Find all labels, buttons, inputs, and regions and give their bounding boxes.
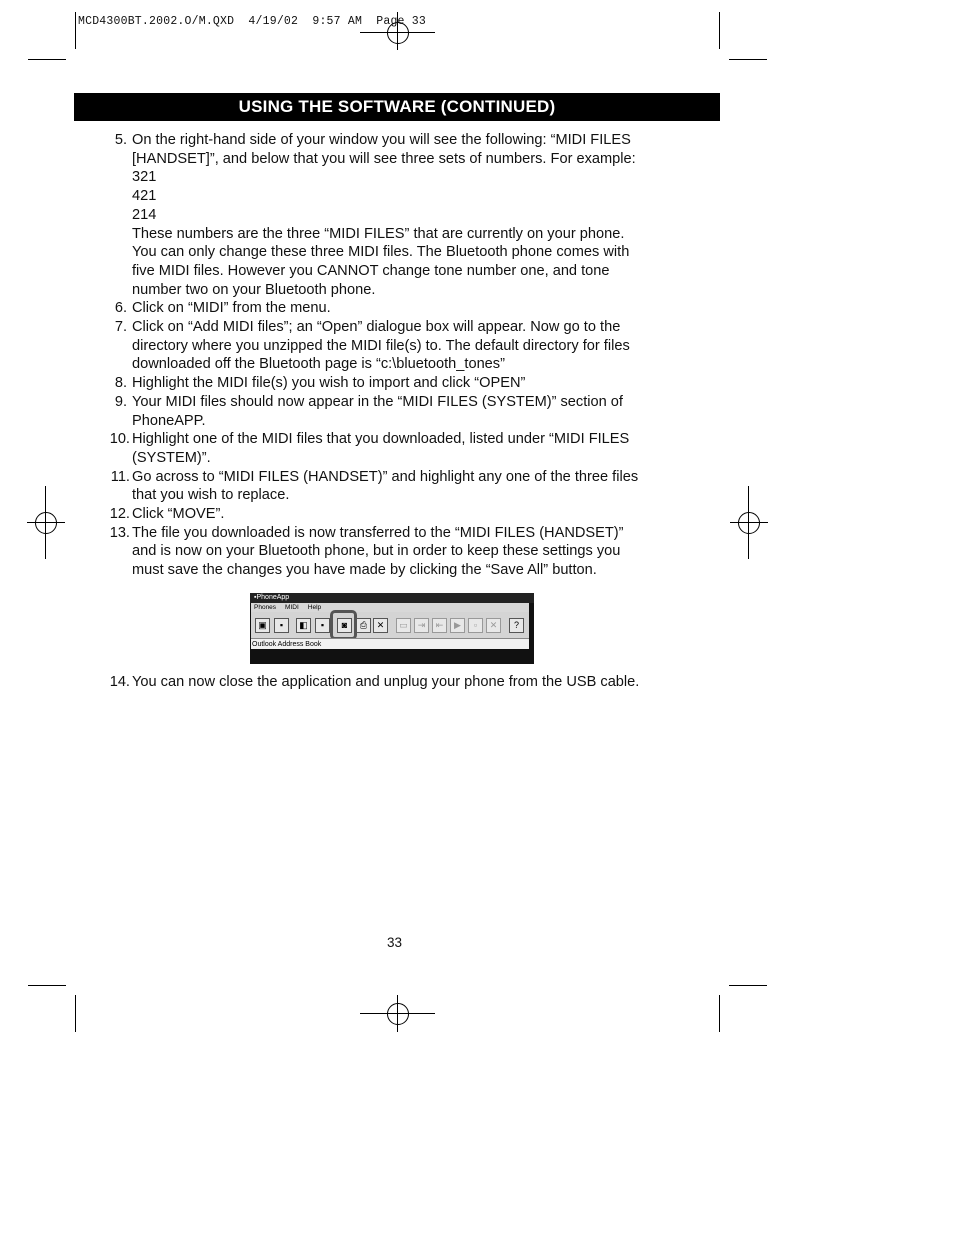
save-icon[interactable]: ▪: [274, 618, 289, 633]
crop-mark: [75, 995, 76, 1032]
move-left-icon[interactable]: ⇤: [432, 618, 447, 633]
status-bar: Outlook Address Book: [251, 638, 529, 649]
crop-mark: [729, 985, 767, 986]
print-icon[interactable]: ⎙: [356, 618, 371, 633]
registration-circle: [738, 512, 760, 534]
step-text: [132, 299, 692, 318]
step-number: 8.: [114, 375, 127, 392]
menu-bar: [251, 603, 529, 612]
step-text: [132, 374, 692, 393]
crop-mark: [28, 985, 66, 986]
step-text: [132, 131, 692, 299]
step-text: [132, 318, 692, 374]
registration-circle: [35, 512, 57, 534]
step-line: five MIDI files. However you CANNOT change tone number one, and tone: [132, 262, 610, 279]
step-number: 6.: [114, 300, 127, 317]
app-icon: ▪: [254, 594, 257, 601]
phoneapp-screenshot: [250, 593, 534, 664]
step-line: Click “MOVE”.: [132, 506, 225, 522]
registration-circle: [387, 1003, 409, 1025]
menu-phones[interactable]: Phones: [254, 604, 277, 611]
step-line: 214: [132, 206, 157, 223]
stop-icon[interactable]: ▫: [468, 618, 483, 633]
step-number: 5.: [114, 132, 127, 148]
file-slug: MCD4300BT.2002.O/M.QXD 4/19/02 9:57 AM Page 33: [78, 15, 426, 28]
window-title: PhoneApp: [256, 594, 290, 601]
save-all-highlight: [330, 610, 357, 640]
step-line: You can now close the application and unplug your phone from the USB cable.: [132, 674, 640, 690]
step-line: 421: [132, 188, 157, 205]
menu-help[interactable]: Help: [307, 604, 322, 611]
step-text: [132, 393, 692, 430]
step-number: 7.: [114, 319, 127, 335]
step-line: that you wish to replace.: [132, 487, 290, 504]
step-line: must save the changes you have made by clicking the “Save All” button.: [132, 562, 597, 579]
save-phone-icon[interactable]: ▪: [315, 618, 330, 633]
step-line: PhoneAPP.: [132, 412, 206, 429]
crop-mark: [719, 12, 720, 49]
step-number: 11.: [110, 468, 130, 485]
page-number: 33: [387, 935, 403, 950]
step-line: number two on your Bluetooth phone.: [132, 281, 376, 298]
step-line: You can only change these three MIDI files. The Bluetooth phone comes with: [132, 244, 630, 261]
step-line: Go across to “MIDI FILES (HANDSET)” and highlight any one of the three files: [132, 468, 639, 485]
step-line: Highlight the MIDI file(s) you wish to import and click “OPEN”: [132, 375, 526, 392]
delete-icon[interactable]: ✕: [373, 618, 388, 633]
toolbar: [251, 612, 529, 638]
crop-mark: [28, 59, 66, 60]
step-line: downloaded off the Bluetooth page is “c:\bluetooth_tones”: [132, 356, 505, 373]
menu-midi[interactable]: MIDI: [285, 604, 299, 611]
step-number: 13.: [109, 524, 130, 541]
step-line: (SYSTEM)”.: [132, 449, 211, 466]
step-line: [HANDSET]”, and below that you will see three sets of numbers. For example:: [132, 150, 636, 167]
step-line: Your MIDI files should now appear in the “MIDI FILES (SYSTEM)” section of: [132, 393, 623, 410]
move-right-icon[interactable]: ⇥: [414, 618, 429, 633]
step-line: These numbers are the three “MIDI FILES” that are currently on your phone.: [132, 225, 625, 242]
step-line: Highlight one of the MIDI files that you downloaded, listed under “MIDI FILES: [132, 431, 630, 448]
step-line: On the right-hand side of your window you will see the following: “MIDI FILES: [132, 132, 631, 148]
step-text: [132, 524, 692, 580]
cancel-icon[interactable]: ✕: [486, 618, 501, 633]
step-number: 9.: [114, 393, 127, 410]
step-line: The file you downloaded is now transferred to the “MIDI FILES (HANDSET)”: [132, 524, 624, 541]
step-text: [132, 430, 692, 467]
step-text: [132, 468, 692, 505]
step-text: [132, 505, 692, 524]
step-line: directory where you unzipped the MIDI file(s) to. The default directory for files: [132, 337, 630, 354]
open-folder-icon[interactable]: ▭: [396, 618, 411, 633]
step-line: Click on “Add MIDI files”; an “Open” dialogue box will appear. Now go to the: [132, 319, 621, 335]
phone-book-icon[interactable]: ◧: [296, 618, 311, 633]
section-header: USING THE SOFTWARE (CONTINUED): [74, 93, 720, 121]
crop-mark: [719, 995, 720, 1032]
step-number: 10.: [109, 431, 130, 448]
step-number: 14.: [109, 674, 130, 690]
help-icon[interactable]: ?: [509, 618, 524, 633]
step-line: Click on “MIDI” from the menu.: [132, 300, 331, 317]
step-line: 321: [132, 169, 157, 186]
step-text: [132, 673, 692, 692]
save-all-icon[interactable]: ◙: [337, 618, 352, 633]
window-titlebar: [250, 593, 534, 603]
step-line: and is now on your Bluetooth phone, but in order to keep these settings you: [132, 543, 621, 560]
step-number: 12.: [109, 506, 130, 522]
address-book-icon[interactable]: ▣: [255, 618, 270, 633]
play-icon[interactable]: ▶: [450, 618, 465, 633]
crop-mark: [729, 59, 767, 60]
crop-mark: [75, 12, 76, 49]
